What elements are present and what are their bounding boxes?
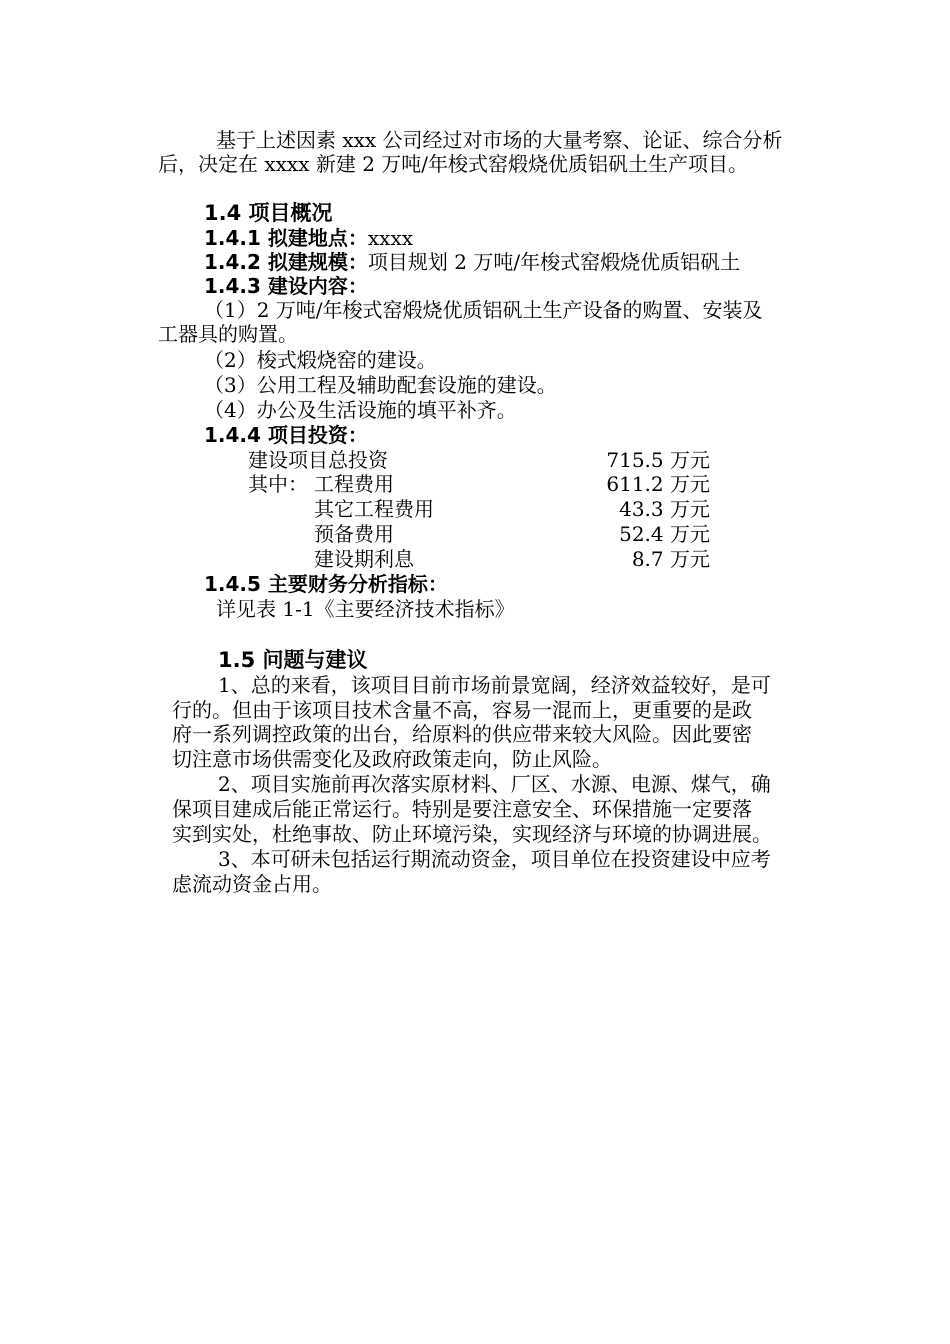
- item-1-4-4-label: 1.4.4 项目投资：: [204, 423, 368, 447]
- investment-other-value: 43.3 万元: [619, 497, 710, 521]
- content-1-line-2: 工器具的购置。: [158, 322, 298, 346]
- investment-other-label: 其它工程费用: [314, 497, 434, 521]
- item-1-4-1-value: xxxx: [367, 226, 414, 250]
- paragraph-3-line-1: 3、本可研未包括运行期流动资金，项目单位在投资建设中应考: [218, 847, 771, 871]
- item-1-4-5-text: 详见表 1-1《主要经济技术指标》: [216, 597, 515, 621]
- section-1-4-heading: 1.4 项目概况: [204, 201, 333, 225]
- item-1-4-2: [204, 250, 740, 274]
- item-1-4-2-label: 1.4.2 拟建规模：: [204, 250, 368, 274]
- content-4: （4）办公及生活设施的填平补齐。: [204, 398, 517, 422]
- item-1-4-5-label: 1.4.5 主要财务分析指标：: [204, 572, 448, 596]
- paragraph-3-line-2: 虑流动资金占用。: [172, 872, 332, 896]
- intro-line-2: 后，决定在 xxxx 新建 2 万吨/年梭式窑煅烧优质铝矾土生产项目。: [158, 152, 749, 176]
- investment-total-label: 建设项目总投资: [248, 448, 388, 472]
- investment-interest-value: 8.7 万元: [631, 547, 710, 571]
- item-1-4-3-label: 1.4.3 建设内容：: [204, 274, 368, 298]
- investment-interest-label: 建设期利息: [314, 547, 414, 571]
- investment-total-value: 715.5 万元: [606, 448, 710, 472]
- paragraph-1-line-3: 府一系列调控政策的出台，给原料的供应带来较大风险。因此要密: [172, 722, 752, 746]
- investment-reserve-value: 52.4 万元: [619, 522, 710, 546]
- paragraph-1-line-1: 1、总的来看，该项目目前市场前景宽阔，经济效益较好，是可: [218, 673, 771, 697]
- intro-line-1: 基于上述因素 xxx 公司经过对市场的大量考察、论证、综合分析: [216, 128, 783, 152]
- investment-reserve-label: 预备费用: [314, 522, 394, 546]
- item-1-4-2-value: 项目规划 2 万吨/年梭式窑煅烧优质铝矾土: [367, 250, 741, 274]
- paragraph-1-line-4: 切注意市场供需变化及政府政策走向，防止风险。: [172, 747, 612, 771]
- paragraph-2-line-1: 2、项目实施前再次落实原材料、厂区、水源、电源、煤气，确: [218, 772, 771, 796]
- content-3: （3）公用工程及辅助配套设施的建设。: [204, 373, 557, 397]
- investment-engineering-label: 工程费用: [314, 472, 394, 496]
- paragraph-2-line-2: 保项目建成后能正常运行。特别是要注意安全、环保措施一定要落: [172, 797, 752, 821]
- paragraph-1-line-2: 行的。但由于该项目技术含量不高，容易一混而上，更重要的是政: [172, 698, 752, 722]
- investment-engineering-value: 611.2 万元: [606, 472, 710, 496]
- item-1-4-1: [204, 226, 413, 250]
- item-1-4-1-label: 1.4.1 拟建地点：: [204, 226, 368, 250]
- content-2: （2）梭式煅烧窑的建设。: [204, 348, 437, 372]
- content-1-line-1: （1）2 万吨/年梭式窑煅烧优质铝矾土生产设备的购置、安装及: [204, 298, 763, 322]
- paragraph-2-line-3: 实到实处，杜绝事故、防止环境污染，实现经济与环境的协调进展。: [172, 822, 772, 846]
- investment-of-which: 其中：: [248, 472, 308, 496]
- section-1-5-heading: 1.5 问题与建议: [218, 648, 368, 672]
